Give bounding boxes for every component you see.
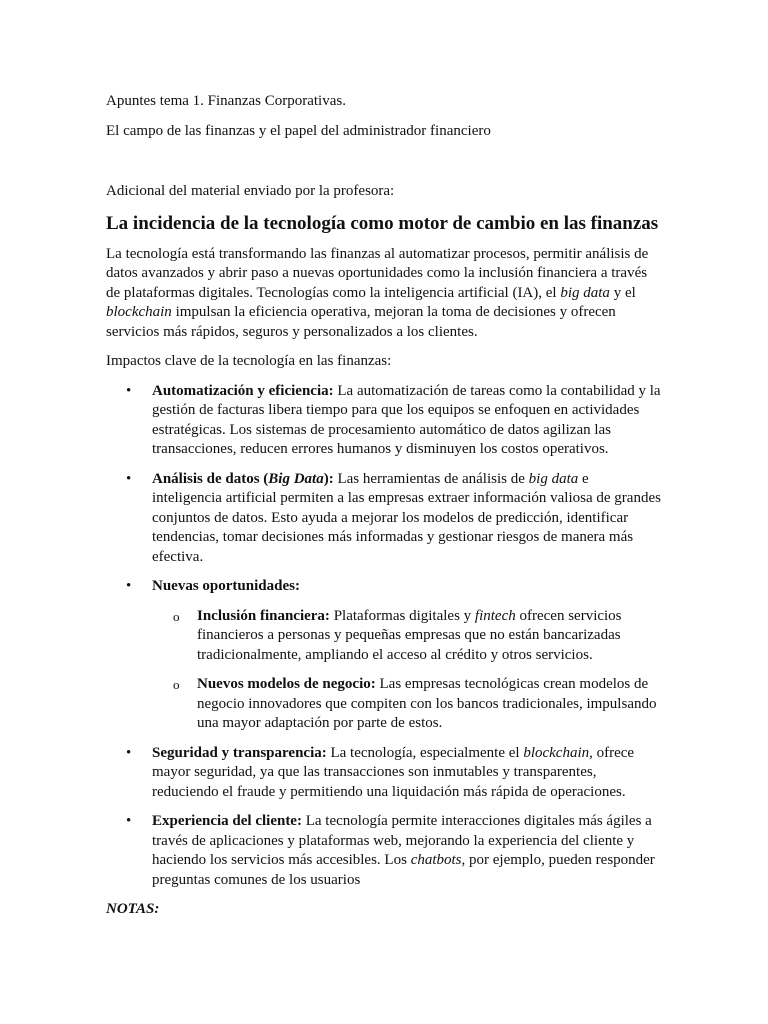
item-label-italic: Big Data: [268, 470, 324, 487]
opportunities-sublist: [152, 607, 661, 734]
item-label: Nuevos modelos de negocio:: [197, 676, 376, 692]
notes-heading: NOTAS:: [106, 901, 160, 917]
item-text: La tecnología permite interacciones digitales más ágiles a través de aplicaciones y plataformas web, mejorando la experiencia del cliente y haciendo los servicios más accesibles. Los: [152, 813, 652, 868]
item-label: Seguridad y transparencia:: [152, 744, 327, 761]
list-item-security: [106, 744, 661, 803]
bullet-icon: •: [126, 578, 132, 594]
item-label-part: Análisis de datos (: [152, 470, 269, 487]
item-label: Inclusión financiera:: [197, 607, 330, 624]
item-blockchain: blockchain: [523, 744, 590, 761]
bullet-icon: •: [126, 813, 132, 829]
header-line-3: Adicional del material enviado por la profesora:: [106, 183, 395, 199]
item-text: ofrecen servicios financieros a personas y pequeñas empresas que no están bancarizadas tradicionalmente, ampliando el acceso al crédito y otros servicios.: [197, 607, 622, 663]
item-text: Plataformas digitales y: [329, 607, 475, 624]
item-text: , por ejemplo, pueden responder preguntas comunes de los usuarios: [152, 852, 655, 888]
intro-text-3: impulsan la eficiencia operativa, mejoran la toma de decisiones y ofrecen servicios más rápidos, seguros y personalizados a los clientes.: [106, 304, 616, 340]
item-text: La automatización de tareas como la contabilidad y la gestión de facturas libera tiempo para que los equipos se enfoquen en actividades estratégicas. Los sistemas de procesamiento automático de datos agilizan las transacciones, reducen errores humanos y disminuyen los costos operativos.: [152, 382, 661, 457]
item-chatbots: chatbots: [410, 852, 462, 868]
circle-bullet-icon: o: [173, 608, 180, 624]
sublist-item-inclusion: [152, 607, 661, 666]
intro-big-data: big data: [560, 284, 610, 301]
item-label: Experiencia del cliente:: [152, 813, 302, 829]
item-label-part: ):: [323, 470, 334, 487]
intro-paragraph: [106, 245, 661, 343]
intro-blockchain: blockchain: [106, 304, 172, 320]
list-item-analysis: [106, 470, 661, 568]
bullet-icon: •: [126, 382, 132, 399]
item-text: , ofrece mayor seguridad, ya que las transacciones son inmutables y transparentes, reduciendo el fraude y permitiendo una liquidación más rápida de operaciones.: [152, 744, 635, 800]
impacts-heading: Impactos clave de la tecnología en las finanzas:: [106, 353, 392, 369]
header-line-2: El campo de las finanzas y el papel del administrador financiero: [106, 122, 491, 139]
item-fintech: fintech: [474, 607, 516, 624]
header-line-1: Apuntes tema 1. Finanzas Corporativas.: [106, 93, 346, 109]
bullet-icon: •: [126, 744, 132, 761]
list-item-experience: [106, 812, 661, 890]
item-big-data: big data: [528, 470, 579, 487]
document-page: [106, 92, 661, 920]
item-text: Las empresas tecnológicas crean modelos de negocio innovadores que compiten con los bancos tradicionales, impulsando una mayor adaptación por parte de estos.: [197, 676, 657, 731]
item-label: [152, 471, 334, 487]
list-item-automation: [106, 382, 661, 460]
bullet-icon: •: [126, 470, 132, 487]
sublist-item-models: [152, 675, 661, 734]
circle-bullet-icon: o: [173, 677, 180, 692]
intro-text-1: La tecnología está transformando las finanzas al automatizar procesos, permitir análisis de datos avanzados y abrir paso a nuevas oportunidades como la inclusión financiera a través de plataformas digitales. Tecnologías como la inteligencia artificial (IA), el: [106, 245, 649, 301]
item-text: Las herramientas de análisis de: [333, 470, 529, 487]
section-title: La incidencia de la tecnología como motor de cambio en las finanzas: [106, 212, 659, 234]
impacts-list: [106, 382, 661, 891]
item-label: Nuevas oportunidades:: [152, 578, 300, 594]
intro-text-2: y el: [609, 284, 636, 301]
item-label: Automatización y eficiencia:: [152, 382, 334, 399]
item-text: e inteligencia artificial permiten a las empresas extraer información valiosa de grandes conjuntos de datos. Esto ayuda a mejorar los modelos de predicción, identificar tendencias, tomar decisiones más informadas y gestionar riesgos de manera más efectiva.: [152, 470, 661, 565]
list-item-opportunities: [106, 577, 661, 734]
item-text: La tecnología, especialmente el: [326, 744, 524, 761]
